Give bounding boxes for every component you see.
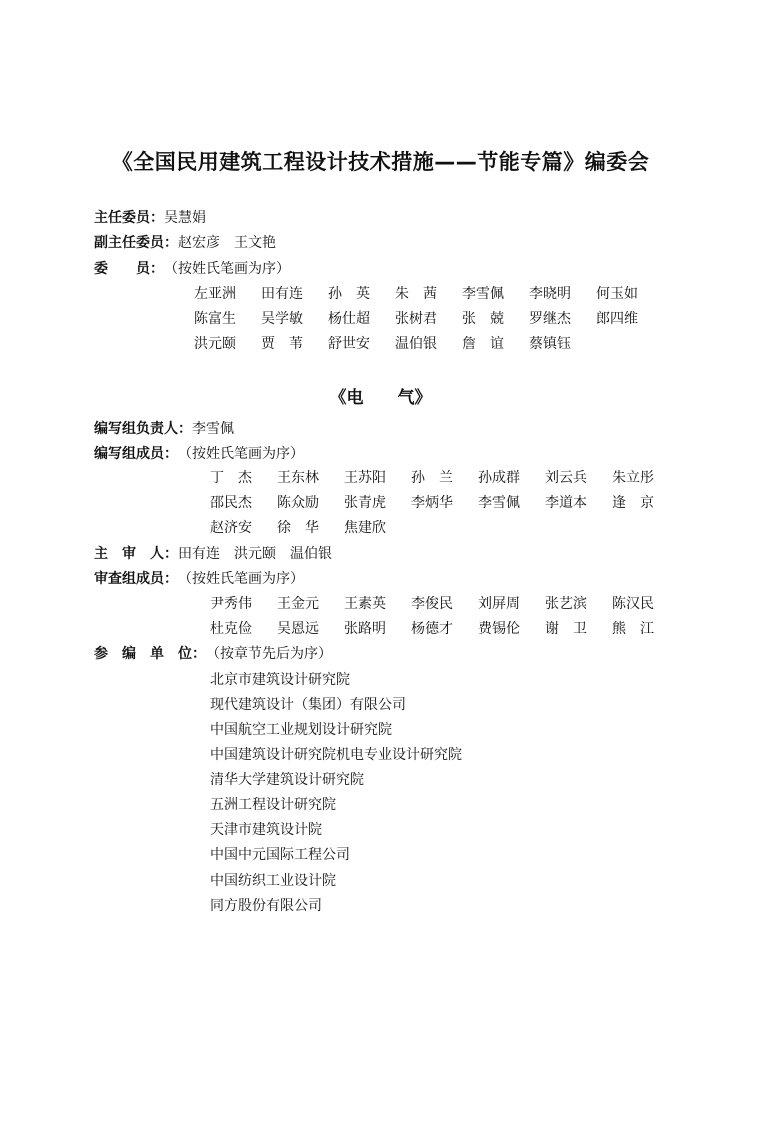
participating-unit: 中国建筑设计研究院机电专业设计研究院 <box>210 747 462 763</box>
writers-note: （按姓氏笔画为序） <box>178 446 304 462</box>
chief-reviewer-row <box>94 544 332 564</box>
member-name: 田有连 <box>261 286 303 302</box>
writer-name: 王苏阳 <box>344 470 386 486</box>
writer-name: 孙成群 <box>478 470 520 486</box>
director-name: 吴慧娟 <box>164 210 206 226</box>
writer-name: 刘云兵 <box>545 470 587 486</box>
deputy-label: 副主任委员： <box>94 235 178 251</box>
writer-name: 邵民杰 <box>210 495 252 511</box>
reviewer-name: 李俊民 <box>411 596 453 612</box>
writer-name: 王东林 <box>277 470 319 486</box>
member-name: 张树君 <box>395 311 437 327</box>
reviewer-name: 王素英 <box>344 596 386 612</box>
participating-unit: 北京市建筑设计研究院 <box>210 672 350 688</box>
deputy-row <box>94 233 276 253</box>
reviewer-name: 张艺滨 <box>545 596 587 612</box>
units-row <box>94 644 332 664</box>
writer-name: 逢 京 <box>612 495 654 511</box>
chief-reviewer-label: 主 审 人： <box>94 546 178 562</box>
reviewer-name: 吴恩远 <box>277 621 319 637</box>
member-name: 何玉如 <box>596 286 638 302</box>
member-name: 贾 苇 <box>261 336 303 352</box>
units-note: （按章节先后为序） <box>206 646 332 662</box>
participating-unit: 清华大学建筑设计研究院 <box>210 772 364 788</box>
member-name: 李雪佩 <box>462 286 504 302</box>
writers-row <box>94 444 304 464</box>
writer-name: 孙 兰 <box>411 470 453 486</box>
member-name: 朱 茜 <box>395 286 437 302</box>
writer-name: 丁 杰 <box>210 470 252 486</box>
member-name: 洪元颐 <box>194 336 236 352</box>
member-name: 左亚洲 <box>194 286 236 302</box>
member-name: 张 兢 <box>462 311 504 327</box>
writer-name: 李道本 <box>545 495 587 511</box>
director-row <box>94 208 206 228</box>
reviewers-label: 审查组成员： <box>94 571 178 587</box>
leader-name: 李雪佩 <box>192 421 234 437</box>
director-label: 主任委员： <box>94 210 164 226</box>
reviewers-line-1 <box>210 594 670 614</box>
page-title: 《全国民用建筑工程设计技术措施——节能专篇》编委会 <box>111 150 650 174</box>
deputy-names: 赵宏彦 王文艳 <box>178 235 276 251</box>
units-label: 参 编 单 位： <box>94 646 206 662</box>
members-note: （按姓氏笔画为序） <box>164 261 290 277</box>
writer-name: 焦建欣 <box>344 520 386 536</box>
participating-unit: 现代建筑设计（集团）有限公司 <box>210 697 406 713</box>
members-line-2 <box>194 309 664 329</box>
writer-name: 朱立彤 <box>612 470 654 486</box>
reviewer-name: 费锡伦 <box>478 621 520 637</box>
members-label: 委 员： <box>94 261 164 277</box>
writer-name: 李炳华 <box>411 495 453 511</box>
reviewer-name: 王金元 <box>277 596 319 612</box>
reviewer-name: 谢 卫 <box>545 621 587 637</box>
reviewer-name: 陈汉民 <box>612 596 654 612</box>
writer-name: 徐 华 <box>277 520 319 536</box>
member-name: 舒世安 <box>328 336 370 352</box>
participating-unit: 天津市建筑设计院 <box>210 822 322 838</box>
reviewer-name: 熊 江 <box>612 621 654 637</box>
writers-label: 编写组成员： <box>94 446 178 462</box>
members-line-3 <box>194 334 664 354</box>
member-name: 温伯银 <box>395 336 437 352</box>
member-name: 詹 谊 <box>462 336 504 352</box>
member-name: 陈富生 <box>194 311 236 327</box>
writer-name: 李雪佩 <box>478 495 520 511</box>
reviewer-name: 刘屏周 <box>478 596 520 612</box>
reviewers-row <box>94 569 304 589</box>
reviewer-name: 尹秀伟 <box>210 596 252 612</box>
members-line-1 <box>194 284 664 304</box>
member-name: 蔡镇钰 <box>529 336 571 352</box>
writers-line-3 <box>210 518 670 538</box>
member-name: 郎四维 <box>596 311 638 327</box>
writer-name: 陈众励 <box>277 495 319 511</box>
reviewers-note: （按姓氏笔画为序） <box>178 571 304 587</box>
reviewer-name: 张路明 <box>344 621 386 637</box>
reviewer-name: 杨德才 <box>411 621 453 637</box>
member-name: 李晓明 <box>529 286 571 302</box>
participating-unit: 五洲工程设计研究院 <box>210 797 336 813</box>
member-name: 罗继杰 <box>529 311 571 327</box>
writer-name: 赵济安 <box>210 520 252 536</box>
section-title: 《电 气》 <box>329 388 432 408</box>
members-row <box>94 259 290 279</box>
leader-row <box>94 419 234 439</box>
writer-name: 张青虎 <box>344 495 386 511</box>
participating-unit: 中国纺织工业设计院 <box>210 873 336 889</box>
reviewers-line-2 <box>210 619 670 639</box>
reviewer-name: 杜克俭 <box>210 621 252 637</box>
writers-line-2 <box>210 493 670 513</box>
member-name: 孙 英 <box>328 286 370 302</box>
participating-unit: 同方股份有限公司 <box>210 898 322 914</box>
participating-unit: 中国航空工业规划设计研究院 <box>210 722 392 738</box>
participating-unit: 中国中元国际工程公司 <box>210 847 350 863</box>
member-name: 杨仕超 <box>328 311 370 327</box>
leader-label: 编写组负责人： <box>94 421 192 437</box>
member-name: 吴学敏 <box>261 311 303 327</box>
chief-reviewer-names: 田有连 洪元颐 温伯银 <box>178 546 332 562</box>
writers-line-1 <box>210 468 670 488</box>
